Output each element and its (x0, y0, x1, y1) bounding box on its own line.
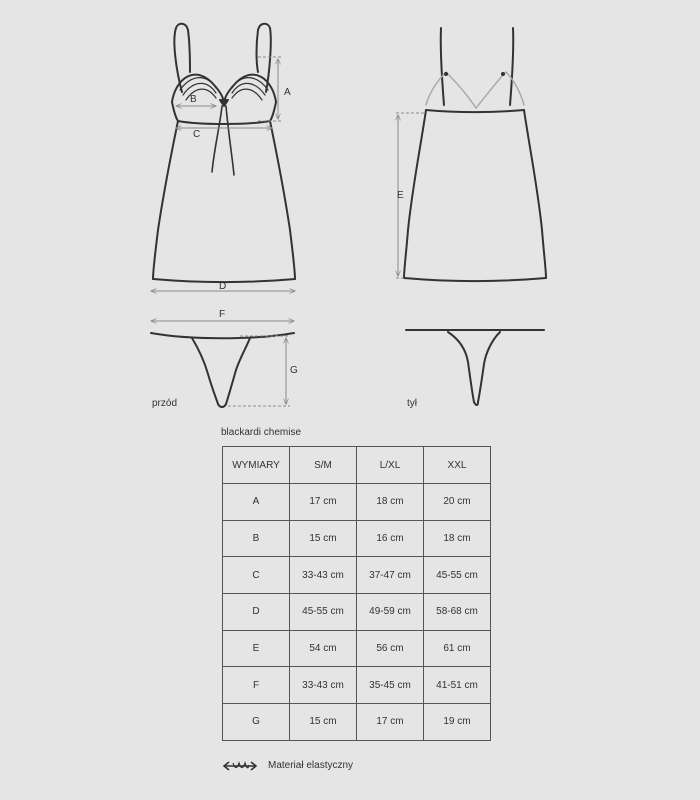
dimension-letter-f: F (219, 309, 226, 320)
size-chart-title: blackardi chemise (221, 427, 302, 438)
size-value-cell: 54 cm (290, 630, 357, 667)
size-value-cell: 18 cm (424, 520, 491, 557)
size-value-cell: 16 cm (357, 520, 424, 557)
header-cell: XXL (424, 447, 491, 484)
size-value-cell: 17 cm (290, 484, 357, 521)
dimension-letter-e: E (397, 190, 404, 201)
dimension-cell: E (223, 630, 290, 667)
front-view-label: przód (152, 398, 178, 409)
size-value-cell: 58-68 cm (424, 594, 491, 631)
dimension-cell: G (223, 704, 290, 741)
size-table (222, 446, 491, 741)
table-row (223, 667, 491, 704)
header-cell: WYMIARY (223, 447, 290, 484)
back-view-label: tył (407, 398, 417, 409)
size-value-cell: 56 cm (357, 630, 424, 667)
size-value-cell: 33-43 cm (290, 667, 357, 704)
dimension-cell: F (223, 667, 290, 704)
table-row (223, 520, 491, 557)
table-row (223, 594, 491, 631)
size-value-cell: 41-51 cm (424, 667, 491, 704)
header-cell: L/XL (357, 447, 424, 484)
size-value-cell: 45-55 cm (424, 557, 491, 594)
back-chemise (404, 28, 546, 281)
size-value-cell: 45-55 cm (290, 594, 357, 631)
dimension-letter-c: C (193, 129, 201, 140)
table-row (223, 557, 491, 594)
elastic-arrow-icon (222, 761, 258, 771)
table-body (223, 484, 491, 741)
front-thong (151, 333, 294, 407)
dimension-cell: B (223, 520, 290, 557)
size-value-cell: 49-59 cm (357, 594, 424, 631)
size-value-cell: 19 cm (424, 704, 491, 741)
header-cell: S/M (290, 447, 357, 484)
dimension-letter-a: A (284, 87, 291, 98)
size-value-cell: 61 cm (424, 630, 491, 667)
legend (222, 760, 353, 771)
dimension-cell: D (223, 594, 290, 631)
dimension-letter-g: G (290, 365, 298, 376)
size-value-cell: 33-43 cm (290, 557, 357, 594)
size-value-cell: 20 cm (424, 484, 491, 521)
table-row (223, 704, 491, 741)
dimension-lines (151, 57, 426, 406)
size-value-cell: 18 cm (357, 484, 424, 521)
dimension-letter-b: B (190, 94, 197, 105)
size-value-cell: 15 cm (290, 520, 357, 557)
table-header-row (223, 447, 491, 484)
table-row (223, 484, 491, 521)
dimension-letters (190, 87, 404, 376)
dimension-letter-d: D (219, 281, 227, 292)
dimension-cell: A (223, 484, 290, 521)
front-chemise (153, 24, 295, 282)
size-value-cell: 15 cm (290, 704, 357, 741)
legend-label: Materiał elastyczny (268, 760, 354, 771)
size-value-cell: 37-47 cm (357, 557, 424, 594)
size-value-cell: 35-45 cm (357, 667, 424, 704)
dimension-cell: C (223, 557, 290, 594)
size-value-cell: 17 cm (357, 704, 424, 741)
table-row (223, 630, 491, 667)
back-thong (406, 330, 544, 405)
